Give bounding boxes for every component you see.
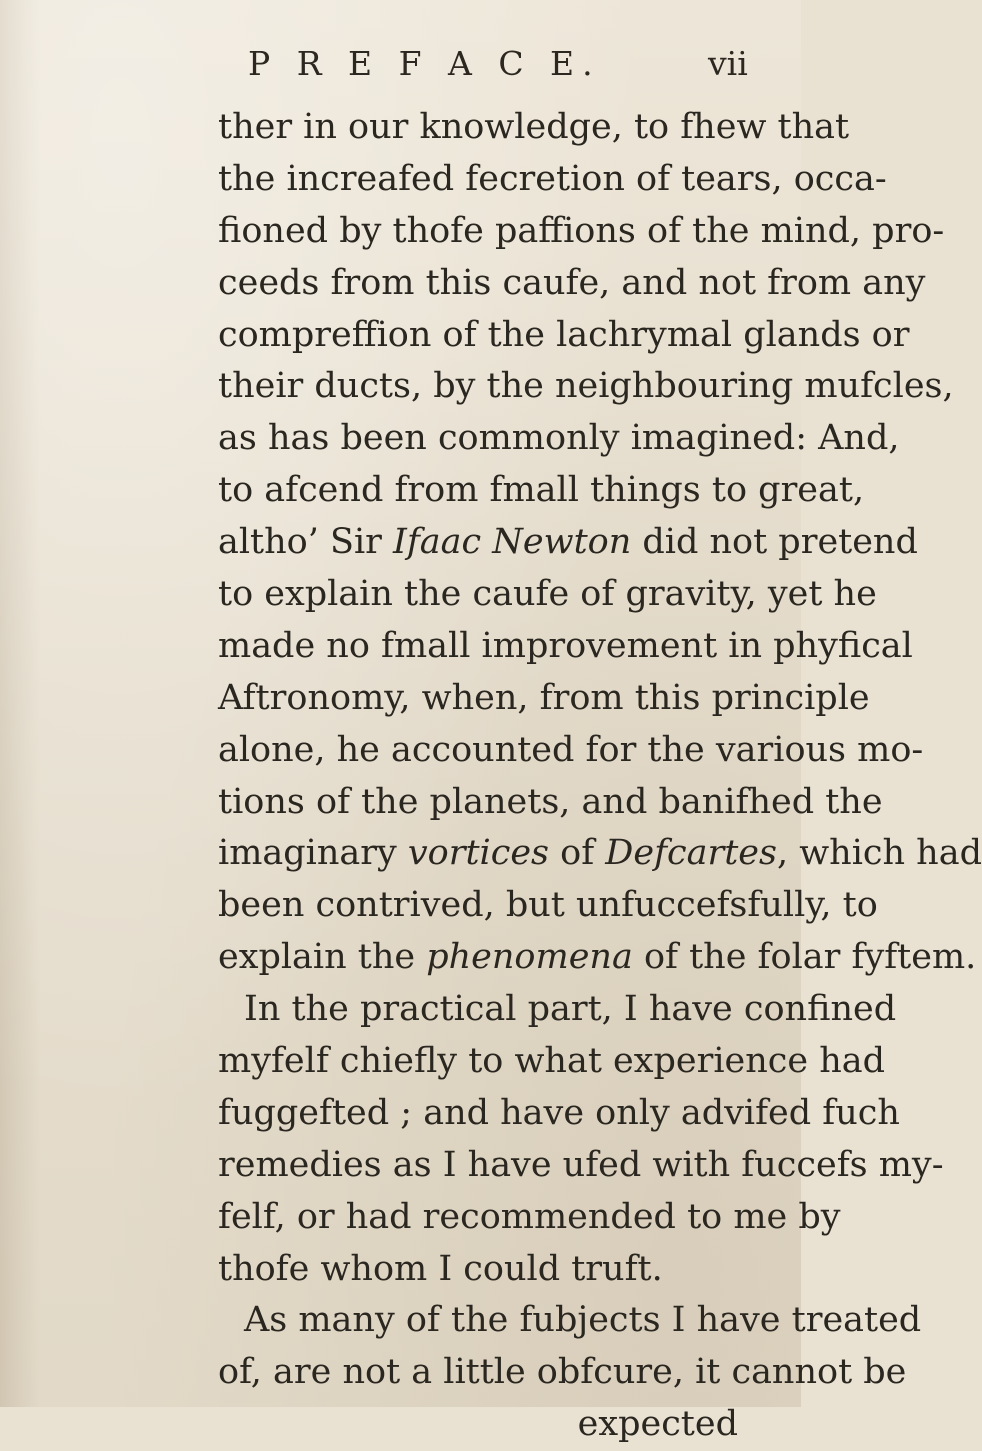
text-line: compreffion of the lachrymal glands or — [218, 314, 910, 355]
text-line: made no fmall improvement in phyfical — [218, 625, 913, 666]
text-line: altho’ Sir Ifaac Newton did not pretend — [218, 522, 918, 563]
text-line: remedies as I have ufed with fuccefs my- — [218, 1144, 944, 1185]
text-line: ther in our knowledge, to fhew that — [218, 107, 850, 147]
text-line: of, are not a little obfcure, it cannot be — [218, 1352, 907, 1393]
text-line: to afcend from fmall things to great, — [218, 470, 865, 511]
text-line: alone, he accounted for the various mo- — [218, 729, 924, 770]
text-line: been contrived, but unfuccefsfully, to — [218, 885, 878, 926]
text-line: ceeds from this caufe, and not from any — [218, 262, 926, 303]
text-line: the increafed fecretion of tears, occa- — [218, 158, 887, 199]
text-line: Aftronomy, when, from this principle — [218, 677, 870, 718]
italic-name: Ifaac Newton — [393, 522, 632, 563]
text-line: to explain the caufe of gravity, yet he — [218, 574, 877, 615]
text-line: fioned by thofe paffions of the mind, pro- — [218, 210, 945, 251]
italic-term: vortices — [407, 833, 550, 874]
text-line: explain the phenomena of the folar fyftem. — [218, 937, 977, 978]
italic-term: phenomena — [426, 937, 633, 978]
text-line: myfelf chiefly to what experience had — [218, 1041, 886, 1082]
catchword: expected — [577, 1404, 738, 1445]
running-head — [0, 44, 801, 94]
text-line: their ducts, by the neighbouring mufcles, — [218, 366, 954, 407]
italic-name: Defcartes — [605, 833, 777, 874]
page-number: vii — [708, 44, 748, 83]
text-line: imaginary vortices of Defcartes, which had — [218, 833, 982, 874]
running-title: P R E F A C E. — [248, 44, 601, 83]
body-text — [218, 102, 982, 1451]
text-line: felf, or had recommended to me by — [218, 1196, 841, 1237]
text-line: thofe whom I could truft. — [218, 1248, 663, 1289]
paragraph-start-line: As many of the fubjects I have treated — [244, 1300, 922, 1341]
paragraph-start-line: In the practical part, I have confined — [244, 989, 897, 1030]
text-line: tions of the planets, and banifhed the — [218, 781, 883, 822]
text-line: as has been commonly imagined: And, — [218, 418, 900, 459]
text-line: fuggefted ; and have only advifed fuch — [218, 1092, 900, 1133]
